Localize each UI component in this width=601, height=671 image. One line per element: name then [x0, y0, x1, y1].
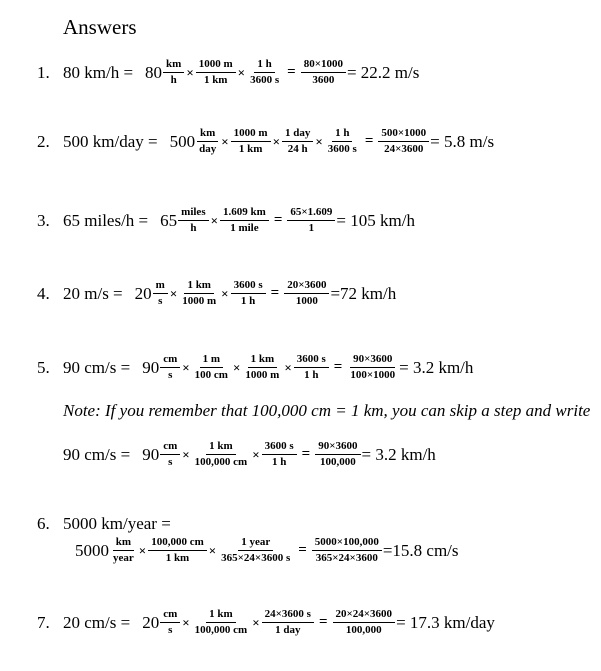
fraction	[294, 353, 329, 382]
equation-text: = 17.3 km/day	[396, 612, 495, 632]
equation-content	[75, 536, 459, 565]
equation-text: = 3.2 km/h	[399, 357, 474, 377]
fraction	[312, 536, 382, 565]
equation-text: 5000	[75, 540, 109, 560]
fraction-denominator: 100 cm	[194, 369, 228, 381]
equation-text: 20 m/s =	[63, 283, 123, 303]
fraction-denominator: s	[168, 624, 173, 636]
equation-content	[63, 608, 495, 637]
fraction-denominator: 1000 m	[245, 369, 280, 381]
fraction-numerator: 90×3600	[315, 440, 360, 455]
fraction-denominator: h	[190, 222, 197, 234]
fraction-denominator: h	[170, 74, 177, 86]
fraction-numerator: 20×24×3600	[333, 608, 396, 623]
fraction-denominator: 365×24×3600 s	[221, 552, 291, 564]
fraction	[153, 279, 168, 308]
equation-text: = 3.2 km/h	[361, 444, 436, 464]
equation-text: 500	[169, 131, 196, 151]
fraction-denominator: day	[199, 143, 217, 155]
answer-row	[37, 514, 601, 534]
equation-text: 90	[142, 357, 160, 377]
multiply-sign: ×	[182, 614, 190, 630]
multiply-sign: ×	[210, 212, 219, 228]
fraction-numerator: cm	[160, 608, 180, 623]
fraction-denominator: 100,000 cm	[194, 624, 248, 636]
fraction-numerator: 1 h	[254, 58, 274, 73]
fraction-numerator: 1 km	[184, 279, 214, 294]
fraction-denominator: 100,000	[320, 456, 356, 468]
equation-text: 20 cm/s =	[63, 612, 131, 632]
multiply-sign: ×	[221, 133, 229, 149]
fraction-numerator: 3600 s	[294, 353, 329, 368]
fraction-denominator: 100×1000	[350, 369, 396, 381]
fraction-numerator: 1.609 km	[220, 206, 269, 221]
answers-list	[37, 58, 601, 637]
answer-row	[37, 127, 601, 156]
answer-row	[37, 206, 601, 235]
fraction-numerator: 1 year	[238, 536, 273, 551]
equation-text: = 105 km/h	[336, 210, 415, 230]
fraction-numerator: cm	[160, 440, 180, 455]
fraction	[160, 353, 180, 382]
fraction	[148, 536, 207, 565]
fraction	[192, 608, 251, 637]
fraction-denominator: 1000 m	[182, 295, 217, 307]
fraction	[231, 279, 266, 308]
fraction-denominator: s	[168, 369, 173, 381]
fraction	[196, 58, 236, 87]
fraction-denominator: 1 h	[271, 456, 287, 468]
multiply-sign: ×	[284, 359, 292, 375]
equation-text: 90	[142, 444, 160, 464]
equation-content	[63, 58, 419, 87]
fraction-numerator: miles	[178, 206, 208, 221]
equation-text: 65	[160, 210, 178, 230]
equals-sign: =	[298, 542, 307, 558]
equation-text: 65 miles/h =	[63, 210, 149, 230]
equation-content	[63, 353, 473, 382]
equation-text: 80	[145, 62, 163, 82]
equation-content	[63, 514, 171, 534]
fraction-numerator: 500×1000	[378, 127, 429, 142]
fraction-numerator: km	[197, 127, 218, 142]
fraction-denominator: 100,000	[345, 624, 382, 636]
answer-row	[37, 353, 601, 382]
multiply-sign: ×	[232, 359, 241, 375]
fraction-numerator: 100,000 cm	[148, 536, 207, 551]
multiply-sign: ×	[252, 614, 260, 630]
equation-content	[63, 440, 436, 469]
fraction-numerator: km	[113, 536, 134, 551]
equation-content	[63, 279, 396, 308]
multiply-sign: ×	[182, 359, 190, 375]
fraction	[220, 206, 269, 235]
fraction-denominator: 1000	[295, 295, 318, 307]
equals-sign: =	[364, 133, 374, 149]
fraction	[231, 127, 271, 156]
answer-row	[37, 279, 601, 308]
fraction	[282, 127, 313, 156]
fraction-numerator: 90×3600	[350, 353, 395, 368]
equation-text: = 5.8 m/s	[430, 131, 495, 151]
fraction-numerator: 65×1.609	[287, 206, 335, 221]
fraction-numerator: 3600 s	[231, 279, 266, 294]
fraction-numerator: 1 km	[206, 608, 236, 623]
fraction-denominator: 1 km	[203, 74, 228, 86]
fraction-denominator: 3600	[312, 74, 335, 86]
equation-text: 5000 km/year =	[63, 514, 171, 533]
fraction	[192, 440, 251, 469]
multiply-sign: ×	[182, 446, 190, 462]
fraction-numerator: 20×3600	[284, 279, 329, 294]
fraction-numerator: 1000 m	[196, 58, 236, 73]
equals-sign: =	[270, 285, 280, 301]
fraction-denominator: 1 day	[275, 624, 301, 636]
fraction-denominator: 24 h	[287, 143, 308, 155]
multiply-sign: ×	[237, 64, 246, 80]
fraction-numerator: 1 km	[206, 440, 236, 455]
item-number: 1.	[37, 62, 50, 82]
multiply-sign: ×	[208, 542, 217, 558]
equals-sign: =	[318, 614, 328, 630]
equation-text: =72 km/h	[330, 283, 397, 303]
fraction	[301, 58, 346, 87]
equation-text: 20	[134, 283, 152, 303]
fraction-numerator: 24×3600 s	[262, 608, 314, 623]
fraction	[242, 353, 282, 382]
fraction	[262, 608, 314, 637]
fraction	[287, 206, 335, 235]
fraction-denominator: s	[158, 295, 163, 307]
fraction-numerator: cm	[160, 353, 180, 368]
fraction	[218, 536, 293, 565]
fraction-denominator: year	[113, 552, 134, 564]
fraction	[160, 608, 180, 637]
equals-sign: =	[333, 359, 343, 375]
answer-row	[37, 608, 601, 637]
fraction-denominator: 1	[308, 222, 315, 234]
multiply-sign: ×	[186, 64, 194, 80]
fraction	[163, 58, 184, 87]
fraction-denominator: 365×24×3600	[315, 552, 378, 564]
fraction-denominator: 3600 s	[327, 143, 357, 155]
fraction-numerator: 1 km	[248, 353, 278, 368]
answer-row	[37, 536, 601, 565]
fraction	[378, 127, 429, 156]
equation-content	[63, 206, 415, 235]
fraction-denominator: 1 h	[304, 369, 319, 381]
fraction-denominator: 1 km	[238, 143, 263, 155]
equals-sign: =	[273, 212, 283, 228]
equation-text: 90 cm/s =	[63, 444, 131, 464]
equation-text: = 22.2 m/s	[346, 62, 420, 82]
equals-sign: =	[301, 446, 311, 462]
fraction	[325, 127, 360, 156]
fraction-numerator: 3600 s	[262, 440, 297, 455]
fraction	[333, 608, 396, 637]
fraction-denominator: 3600 s	[250, 74, 280, 86]
fraction	[179, 279, 219, 308]
fraction	[315, 440, 360, 469]
fraction	[160, 440, 180, 469]
equation-text: 20	[142, 612, 160, 632]
multiply-sign: ×	[272, 133, 280, 149]
multiply-sign: ×	[252, 446, 260, 462]
fraction-denominator: s	[168, 456, 173, 468]
note-text: Note: If you remember that 100,000 cm = 1 km, you can skip a step and write	[63, 401, 591, 420]
fraction	[196, 127, 219, 156]
multiply-sign: ×	[169, 285, 178, 301]
fraction	[284, 279, 329, 308]
answer-row	[37, 58, 601, 87]
multiply-sign: ×	[221, 285, 229, 301]
fraction-numerator: 1 m	[200, 353, 223, 368]
fraction-numerator: 1 day	[282, 127, 313, 142]
fraction	[192, 353, 231, 382]
fraction	[347, 353, 398, 382]
multiply-sign: ×	[315, 133, 323, 149]
item-number: 3.	[37, 210, 50, 230]
item-number: 7.	[37, 612, 50, 632]
fraction-numerator: 1000 m	[231, 127, 271, 142]
item-number: 6.	[37, 514, 50, 533]
fraction	[262, 440, 297, 469]
item-number: 4.	[37, 283, 50, 303]
fraction	[178, 206, 208, 235]
item-number: 2.	[37, 131, 50, 151]
equation-content	[63, 127, 494, 156]
answer-row	[37, 440, 601, 469]
fraction-numerator: km	[163, 58, 184, 73]
item-number: 5.	[37, 357, 50, 377]
equation-text: =15.8 cm/s	[382, 540, 459, 560]
fraction	[110, 536, 137, 565]
fraction-numerator: 1 h	[332, 127, 352, 142]
page-title: Answers	[63, 15, 137, 39]
fraction-denominator: 100,000 cm	[194, 456, 248, 468]
equals-sign: =	[287, 64, 296, 80]
equation-text: 500 km/day =	[63, 131, 158, 151]
fraction-denominator: 1 h	[240, 295, 256, 307]
fraction-denominator: 1 km	[165, 552, 190, 564]
equation-text: 90 cm/s =	[63, 357, 131, 377]
fraction-numerator: 5000×100,000	[312, 536, 382, 551]
multiply-sign: ×	[138, 542, 147, 558]
fraction-denominator: 1 mile	[230, 222, 259, 234]
fraction-numerator: m	[153, 279, 168, 294]
equation-text: 80 km/h =	[63, 62, 134, 82]
fraction-numerator: 80×1000	[301, 58, 346, 73]
fraction	[247, 58, 282, 87]
fraction-denominator: 24×3600	[384, 143, 424, 155]
